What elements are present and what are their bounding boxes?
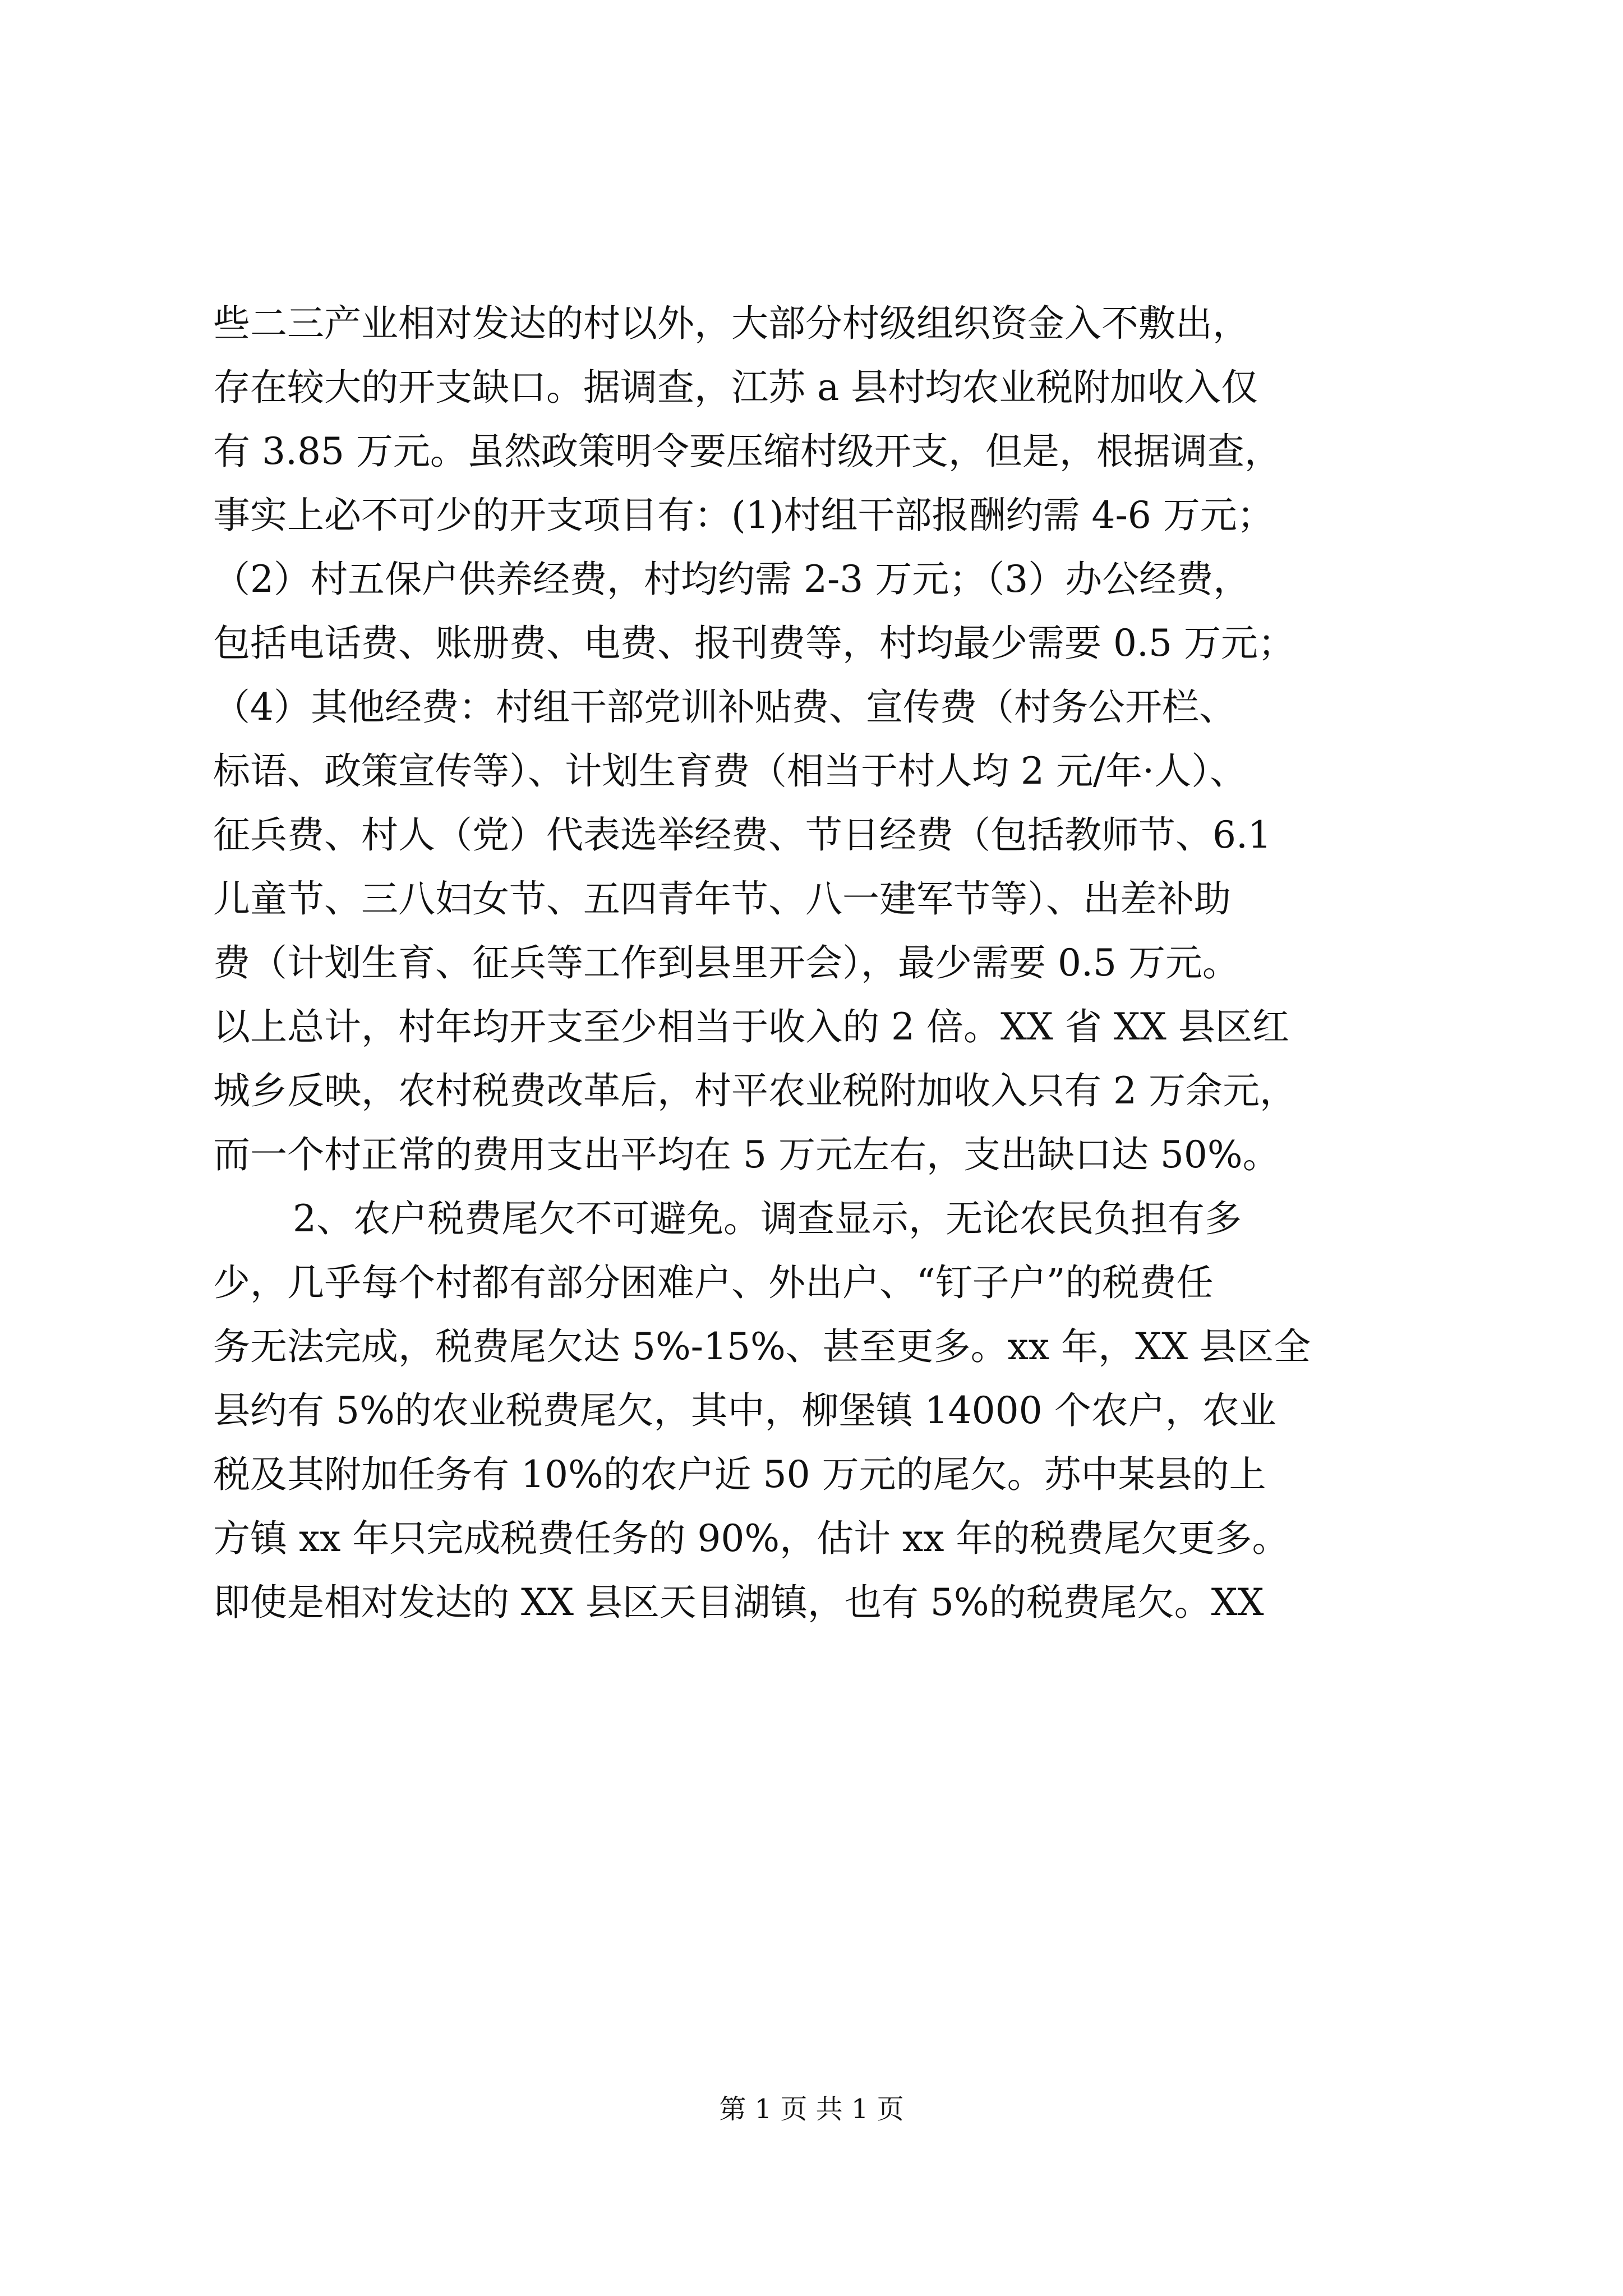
text-line: 少，几乎每个村都有部分困难户、外出户、“钉子户”的税费任 bbox=[213, 1261, 1214, 1304]
text-line: 些二三产业相对发达的村以外，大部分村级组织资金入不敷出， bbox=[213, 302, 1249, 345]
text-line: 即使是相对发达的 XX 县区天目湖镇，也有 5%的税费尾欠。XX bbox=[213, 1581, 1264, 1624]
text-line: 而一个村正常的费用支出平均在 5 万元左右，支出缺口达 50%。 bbox=[213, 1133, 1280, 1176]
body-text bbox=[213, 292, 1447, 1635]
text-line: 征兵费、村人（党）代表选举经费、节日经费（包括教师节、6.1 bbox=[213, 813, 1271, 857]
text-line: 税及其附加任务有 10%的农户近 50 万元的尾欠。苏中某县的上 bbox=[213, 1453, 1266, 1496]
text-line: 费（计划生育、征兵等工作到县里开会），最少需要 0.5 万元。 bbox=[213, 941, 1239, 984]
text-line: 务无法完成，税费尾欠达 5%-15%、甚至更多。xx 年，XX 县区全 bbox=[213, 1325, 1311, 1368]
text-line: 县约有 5%的农业税费尾欠，其中，柳堡镇 14000 个农户，农业 bbox=[213, 1389, 1276, 1432]
text-line: 事实上必不可少的开支项目有：(1)村组干部报酬约需 4-6 万元； bbox=[213, 494, 1274, 537]
page-number-label: 第 1 页 共 1 页 bbox=[719, 2093, 904, 2125]
text-line: （2）村五保户供养经费，村均约需 2-3 万元；（3）办公经费， bbox=[213, 558, 1251, 601]
text-line: 有 3.85 万元。虽然政策明令要压缩村级开支，但是，根据调查， bbox=[213, 430, 1281, 473]
text-line: 包括电话费、账册费、电费、报刊费等，村均最少需要 0.5 万元； bbox=[213, 622, 1295, 665]
text-line: 城乡反映，农村税费改革后，村平农业税附加收入只有 2 万余元， bbox=[213, 1069, 1297, 1112]
paragraph-start-line: 2、农户税费尾欠不可避免。调查显示，无论农民负担有多 bbox=[293, 1197, 1242, 1240]
text-line: 儿童节、三八妇女节、五四青年节、八一建军节等）、出差补助 bbox=[213, 877, 1231, 921]
text-line: （4）其他经费：村组干部党训补贴费、宣传费（村务公开栏、 bbox=[213, 685, 1236, 729]
text-line: 标语、政策宣传等）、计划生育费（相当于村人均 2 元/年·人）、 bbox=[213, 749, 1247, 793]
text-line: 存在较大的开支缺口。据调查，江苏 a 县村均农业税附加收入仅 bbox=[213, 366, 1258, 409]
text-line: 方镇 xx 年只完成税费任务的 90%，估计 xx 年的税费尾欠更多。 bbox=[213, 1517, 1289, 1560]
page-footer bbox=[0, 2092, 1623, 2126]
text-line: 以上总计，村年均开支至少相当于收入的 2 倍。XX 省 XX 县区红 bbox=[213, 1005, 1289, 1048]
